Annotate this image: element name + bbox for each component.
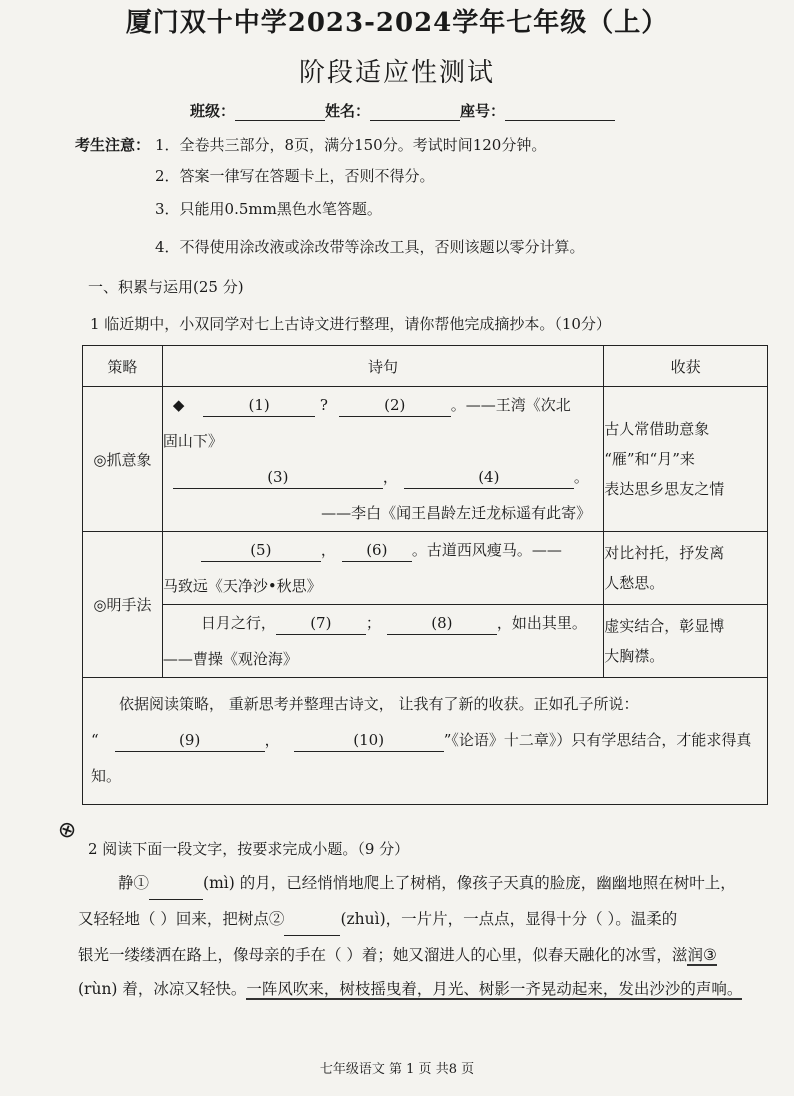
poem-table	[82, 345, 768, 805]
seat-blank[interactable]	[505, 120, 615, 121]
seat-label: 座号：	[460, 102, 506, 120]
source-wang-wan: 。——王湾《次北	[450, 396, 571, 414]
verse-cell-imagery	[162, 387, 603, 532]
open-quote: “	[91, 731, 99, 749]
summary-after: ”《论语》十二章》）只有学思结合，才能求得真	[443, 731, 752, 749]
blank-zhui[interactable]	[284, 935, 340, 936]
blank-10[interactable]: (10)	[294, 729, 444, 752]
class-label: 班级：	[190, 102, 236, 120]
exam-title: 厦门双十中学2023-2024学年七年级（上）	[125, 8, 669, 38]
section1-title: 一、积累与运用(25 分)	[88, 278, 244, 296]
question1-prompt: 1 临近期中，小双同学对七上古诗文进行整理，请你帮他完成摘抄本。（10分）	[90, 315, 611, 333]
harvest-real-virtual	[604, 605, 768, 678]
passage-l2-a: 又轻轻地（ ）回来，把树点②	[78, 910, 285, 928]
harvest-imagery-line-1: 古人常借助意象	[604, 420, 710, 438]
harvest-contrast	[604, 532, 768, 605]
comma-3-4: ，	[382, 468, 398, 486]
header-harvest: 收获	[604, 346, 768, 387]
harvest-imagery-line-3: 表达思乡思友之情	[604, 480, 725, 498]
question2-prompt: 2 阅读下面一段文字，按要求完成小题。（9 分）	[88, 840, 410, 858]
blank-6[interactable]: (6)	[342, 539, 412, 562]
exam-subtitle: 阶段适应性测试	[298, 58, 495, 88]
verse-tail-ma: 。古道西风瘦马。——	[411, 541, 562, 559]
summary-line-1: 依据阅读策略， 重新思考并整理古诗文， 让我有了新的收获。正如孔子所说：	[119, 695, 639, 713]
blank-7[interactable]: (7)	[276, 612, 366, 635]
verse-prefix-cao: 日月之行，	[200, 614, 276, 632]
strategy-technique: ◎明手法	[83, 532, 163, 678]
harvest-imagery-line-2: “雁”和“月”来	[604, 450, 695, 468]
source-wang-wan-cont: 固山下》	[162, 432, 223, 450]
passage-line-1	[118, 866, 736, 900]
blank-8[interactable]: (8)	[387, 612, 497, 635]
harvest-imagery	[604, 387, 768, 532]
passage-l1-a: 静①	[118, 874, 150, 892]
class-blank[interactable]	[235, 120, 325, 121]
blank-9[interactable]: (9)	[115, 729, 265, 752]
note-item-3: 3．只能用0.5mm黑色水笔答题。	[155, 200, 382, 218]
summary-line-3: 知。	[91, 767, 122, 785]
strategy-imagery: ◎抓意象	[83, 387, 163, 532]
source-cao-cao: ——曹操《观沧海》	[162, 650, 298, 668]
blank-3[interactable]: (3)	[173, 466, 383, 489]
blank-mi[interactable]	[149, 899, 203, 900]
header-verse: 诗句	[162, 346, 603, 387]
verse-cell-contrast	[162, 532, 603, 605]
handwritten-mark-icon: ⊗	[53, 815, 81, 846]
blank-1[interactable]: (1)	[203, 394, 315, 417]
harvest-contrast-line-1: 对比衬托，抒发离	[604, 544, 725, 562]
name-label: 姓名：	[325, 102, 371, 120]
student-info-line	[190, 100, 615, 121]
handwritten-run: 润③	[687, 946, 717, 964]
question-mark: ?	[319, 396, 328, 414]
verse-tail-cao: ，如出其里。	[496, 614, 587, 632]
notes-label: 考生注意：	[75, 136, 151, 154]
passage-line-4	[78, 972, 742, 1006]
passage-l3-a: 银光一缕缕洒在路上，像母亲的手在（ ）着；她又溜进人的心里，似春天融化的冰雪，滋	[78, 946, 688, 964]
passage-l1-b: (mì) 的月，已经悄悄地爬上了树梢，像孩子天真的脸庞，幽幽地照在树叶上，	[203, 874, 736, 892]
diamond-bullet: ◆	[172, 396, 185, 414]
passage-l4-a: (rùn) 着，冰凉又轻快。	[78, 980, 247, 998]
header-strategy: 策略	[83, 346, 163, 387]
source-ma-zhiyuan: 马致远《天净沙•秋思》	[162, 577, 322, 595]
source-li-bai: ——李白《闻王昌龄左迁龙标遥有此寄》	[321, 504, 592, 522]
page-footer: 七年级语文 第 1 页 共8 页	[319, 1062, 475, 1077]
blank-4[interactable]: (4)	[404, 466, 574, 489]
blank-5[interactable]: (5)	[201, 539, 321, 562]
note-item-1: 1．全卷共三部分，8页，满分150分。考试时间120分钟。	[155, 136, 547, 154]
passage-line-3	[78, 938, 717, 972]
semicolon-7-8: ；	[365, 614, 381, 632]
harvest-real-virtual-line-1: 虚实结合，彰显博	[604, 617, 725, 635]
passage-l2-b: (zhuì)，一片片，一点点，显得十分（ ）。温柔的	[340, 910, 678, 928]
blank-2[interactable]: (2)	[339, 394, 451, 417]
passage-line-2	[78, 902, 677, 936]
comma-9-10: ，	[264, 731, 280, 749]
harvest-real-virtual-line-2: 大胸襟。	[604, 647, 665, 665]
harvest-contrast-line-2: 人愁思。	[604, 574, 665, 592]
period-4: 。	[573, 468, 589, 486]
verse-cell-real-virtual	[162, 605, 603, 678]
note-item-4: 4．不得使用涂改液或涂改带等涂改工具，否则该题以零分计算。	[155, 238, 585, 256]
note-item-2: 2．答案一律写在答题卡上，否则不得分。	[155, 167, 435, 185]
summary-cell	[83, 678, 768, 805]
comma-5-6: ，	[320, 541, 336, 559]
passage-l4-underlined: 一阵风吹来，树枝摇曳着，月光、树影一齐晃动起来，发出沙沙的声响。	[246, 980, 743, 998]
name-blank[interactable]	[370, 120, 460, 121]
